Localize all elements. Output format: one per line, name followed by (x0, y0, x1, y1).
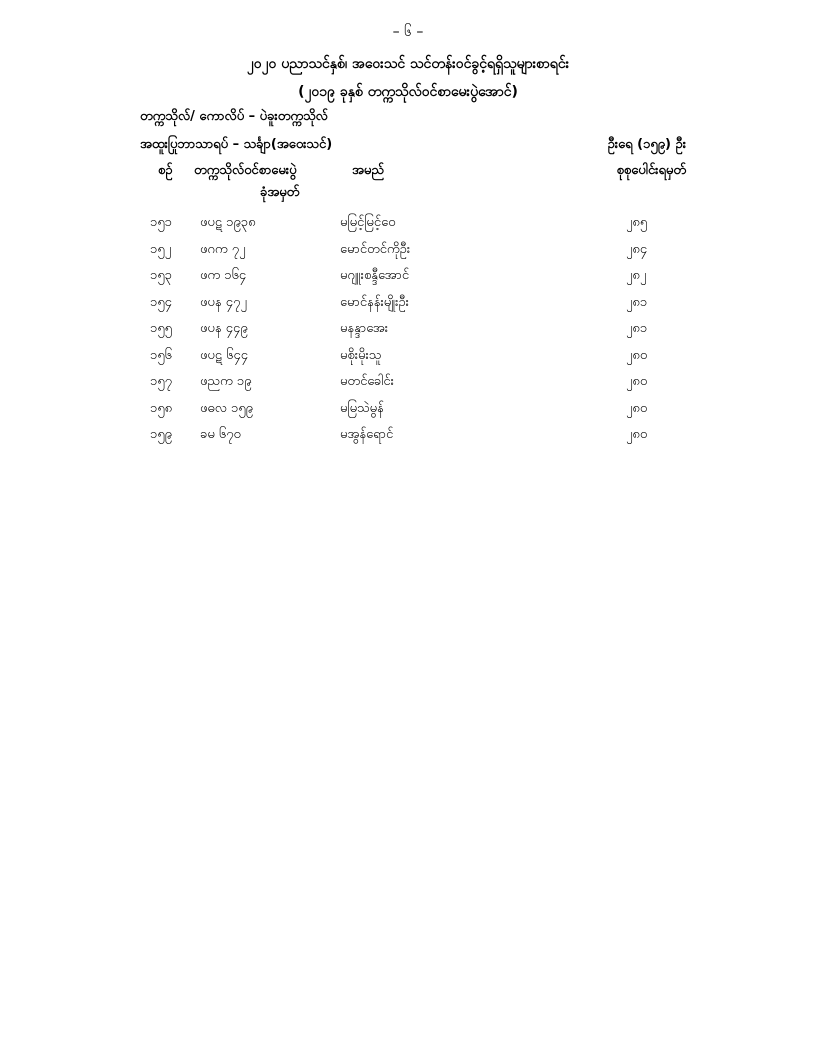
total-marks: ၂၈၀ (626, 427, 648, 442)
student-count: ဦးရေ (၁၅၉) ဦး (607, 137, 686, 152)
student-list (0, 214, 816, 453)
total-marks: ၂၈၀ (626, 400, 648, 416)
total-marks: ၂၈၁ (626, 321, 648, 336)
roll-number: ဖက ၁၆၄ (200, 268, 247, 283)
total-marks: ၂၈၄ (626, 241, 648, 257)
roll-number: ဖပဋ ၁၉၃၈ (200, 215, 256, 230)
row-number: ၁၅၇ (150, 374, 172, 389)
document-title: ၂၀၂၀ ပညာသင်နှစ်၊ အဝေးသင် သင်တန်းဝင်ခွင့်ရရှိသူများစာရင်း (246, 56, 570, 72)
row-number: ၁၅၉ (150, 427, 172, 442)
student-name: မဂျူးစန္ဒီအောင် (340, 268, 410, 283)
column-header-name: အမည် (352, 163, 384, 178)
column-header-roll: တက္ကသိုလ်ဝင်စာမေးပွဲ (194, 163, 297, 178)
roll-number: ဖပန ၄၇၂ (200, 294, 247, 310)
roll-number: ဖဂက ၇၂ (200, 241, 246, 257)
university-label: တက္ကသိုလ်/ ကောလိပ် – ပဲခူးတက္ကသိုလ် (140, 109, 328, 124)
student-name: မနန္ဒာအေး (340, 321, 389, 336)
row-number: ၁၅၁ (150, 215, 172, 230)
table-row (0, 400, 816, 427)
student-name: မမြသဲမွန် (340, 400, 384, 416)
roll-number: ဖပဋ ၆၄၄ (200, 347, 249, 363)
roll-number: ဖညက ၁၉ (200, 374, 252, 389)
roll-number: ဖဓလ ၁၅၉ (200, 400, 253, 416)
table-row (0, 267, 816, 294)
column-header-no: စဉ် (158, 163, 173, 178)
roll-number: ခမ ၆၇၀ (200, 427, 241, 442)
row-number: ၁၅၃ (150, 268, 172, 283)
table-row (0, 320, 816, 347)
table-row (0, 426, 816, 453)
row-number: ၁၅၂ (150, 241, 172, 257)
student-name: မောင်နန်းမျိုးဦး (340, 294, 409, 310)
student-name: မတင်ခေါင်း (340, 374, 394, 389)
student-name: မောင်တင်ကိုဦး (340, 241, 411, 257)
table-row (0, 347, 816, 374)
total-marks: ၂၈၀ (626, 347, 648, 363)
column-header-roll-line2: ခုံအမှတ် (260, 185, 300, 200)
table-row (0, 241, 816, 268)
column-header-marks: စုစုပေါင်းရမှတ် (616, 163, 686, 178)
total-marks: ၂၈၂ (626, 268, 647, 283)
row-number: ၁၅၅ (150, 321, 172, 336)
student-name: မအွန်ရောင် (340, 427, 394, 442)
row-number: ၁၅၆ (150, 347, 172, 363)
row-number: ၁၅၄ (150, 294, 172, 310)
student-name: မမြင့်မြင့်ဝေ (340, 215, 396, 230)
total-marks: ၂၈၅ (626, 215, 648, 230)
subject-label: အထူးပြုဘာသာရပ် – သင်္ချာ(အဝေးသင်) (140, 137, 333, 152)
table-row (0, 373, 816, 400)
roll-number: ဖပန ၄၄၉ (200, 321, 248, 336)
total-marks: ၂၈၀ (626, 374, 648, 389)
table-row (0, 294, 816, 321)
table-row (0, 214, 816, 241)
row-number: ၁၅၈ (150, 400, 173, 416)
document-subtitle: (၂၀၁၉ ခုနှစ် တက္ကသိုလ်ဝင်စာမေးပွဲအောင်) (298, 84, 518, 100)
total-marks: ၂၈၁ (626, 294, 648, 310)
student-name: မစိုးမိုးသူ (340, 347, 382, 363)
page-number: – ၆ – (392, 24, 424, 40)
